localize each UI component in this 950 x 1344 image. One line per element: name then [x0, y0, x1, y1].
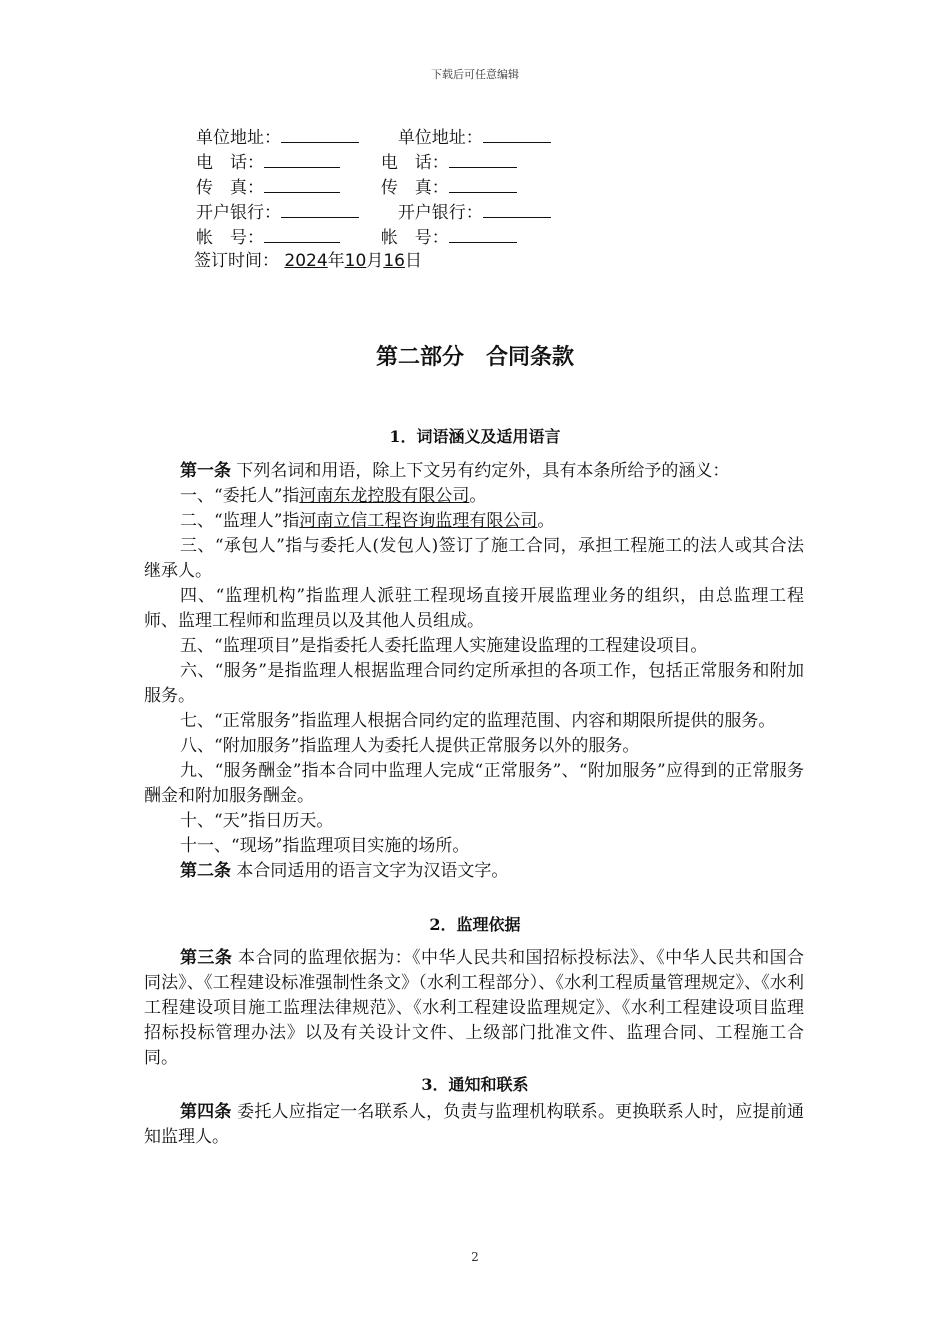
account-blank-left — [264, 224, 340, 243]
section3-body — [144, 1100, 804, 1150]
fax-label-right: 传 真： — [380, 178, 449, 198]
section3-heading: 3．通知和联系 — [421, 1075, 529, 1094]
address-blank-right — [483, 124, 551, 143]
fax-blank-right — [449, 174, 517, 193]
definition-8: 八、“附加服务”指监理人为委托人提供正常服务以外的服务。 — [180, 736, 640, 756]
article-1 — [144, 459, 804, 484]
definition-2-post: 。 — [537, 511, 555, 531]
article-4 — [144, 1100, 804, 1150]
address-row — [196, 124, 551, 151]
definition-1-post: 。 — [469, 486, 487, 506]
definition-10: 十、“天”指日历天。 — [180, 811, 334, 831]
fax-row — [196, 174, 517, 201]
article-2-text: 本合同适用的语言文字为汉语文字。 — [231, 861, 509, 881]
definition-4: 四、“监理机构”指监理人派驻工程现场直接开展监理业务的组织，由总监理工程师、监理工程师和监理员以及其他人员组成。 — [144, 586, 804, 631]
phone-label-left: 电 话： — [196, 153, 264, 173]
bank-label-left: 开户银行： — [196, 203, 281, 223]
day-char: 日 — [404, 251, 422, 271]
article-1-text: 下列名词和用语，除上下文另有约定外，具有本条所给予的涵义： — [231, 461, 730, 481]
definition-5: 五、“监理项目”是指委托人委托监理人实施建设监理的工程建设项目。 — [180, 636, 708, 656]
client-company: 河南东龙控股有限公司 — [299, 486, 470, 506]
article-2 — [144, 859, 804, 884]
address-blank-left — [281, 124, 359, 143]
account-blank-right — [449, 224, 517, 243]
article-3 — [144, 946, 804, 1071]
article-3-label: 第三条 — [180, 948, 233, 968]
phone-row — [196, 149, 517, 176]
bank-row — [196, 199, 551, 226]
phone-blank-left — [264, 149, 340, 168]
definition-3: 三、“承包人”指与委托人(发包人)签订了施工合同，承担工程施工的法人或其合法继承人。 — [144, 536, 804, 581]
page-number: 2 — [471, 1250, 479, 1264]
definition-2 — [144, 509, 804, 534]
article-4-text: 委托人应指定一名联系人，负责与监理机构联系。更换联系人时，应提前通知监理人。 — [144, 1102, 805, 1147]
article-2-label: 第二条 — [180, 861, 231, 881]
definition-7: 七、“正常服务”指监理人根据合同约定的监理范围、内容和期限所提供的服务。 — [180, 711, 776, 731]
article-4-label: 第四条 — [180, 1102, 232, 1122]
phone-label-right: 电 话： — [380, 153, 449, 173]
fax-blank-left — [264, 174, 340, 193]
definition-1 — [144, 484, 804, 509]
account-label-right: 帐 号： — [380, 228, 449, 248]
section2-heading: 2．监理依据 — [429, 915, 521, 934]
part-title: 第二部分 合同条款 — [375, 345, 574, 370]
page-header: 下载后可任意编辑 — [431, 68, 519, 81]
account-label-left: 帐 号： — [196, 228, 264, 248]
definition-9: 九、“服务酬金”指本合同中监理人完成“正常服务”、“附加服务”应得到的正常服务酬金和附加服务酬金。 — [144, 761, 804, 806]
address-label-right: 单位地址： — [397, 128, 483, 148]
month-char: 月 — [366, 251, 384, 271]
definition-11: 十一、“现场”指监理项目实施的场所。 — [180, 836, 470, 856]
phone-blank-right — [449, 149, 517, 168]
bank-blank-left — [281, 199, 359, 218]
bank-blank-right — [483, 199, 551, 218]
section1-body — [144, 459, 804, 884]
section1-heading: 1．词语涵义及适用语言 — [389, 427, 561, 446]
definition-6: 六、“服务”是指监理人根据监理合同约定所承担的各项工作，包括正常服务和附加服务。 — [144, 661, 804, 706]
definition-1-pre: 一、“委托人”指 — [180, 486, 300, 506]
sign-date-row — [194, 249, 422, 274]
section2-body — [144, 946, 804, 1071]
sign-month: 10 — [344, 251, 367, 271]
bank-label-right: 开户银行： — [397, 203, 483, 223]
article-1-label: 第一条 — [180, 461, 231, 481]
sign-label: 签订时间： — [194, 251, 279, 271]
sign-day: 16 — [383, 251, 405, 271]
sign-year: 2024 — [284, 251, 328, 271]
address-label-left: 单位地址： — [196, 128, 281, 148]
year-char: 年 — [327, 251, 345, 271]
supervisor-company: 河南立信工程咨询监理有限公司 — [299, 511, 538, 531]
article-3-text: 本合同的监理依据为：《中华人民共和国招标投标法》、《中华人民共和国合同法》、《工程建设标准强制性条文》（水利工程部分）、《水利工程质量管理规定》、《水利工程建设项目施工监理法律规范》、《水利工程建设监理规定》、《水利工程建设项目监理招标投标管理办法》以及有关设计文件、上级部门批准文件、监理合同、工程施工合同。 — [144, 948, 805, 1068]
fax-label-left: 传 真： — [196, 178, 264, 198]
definition-2-pre: 二、“监理人”指 — [180, 511, 300, 531]
account-row — [196, 224, 517, 251]
